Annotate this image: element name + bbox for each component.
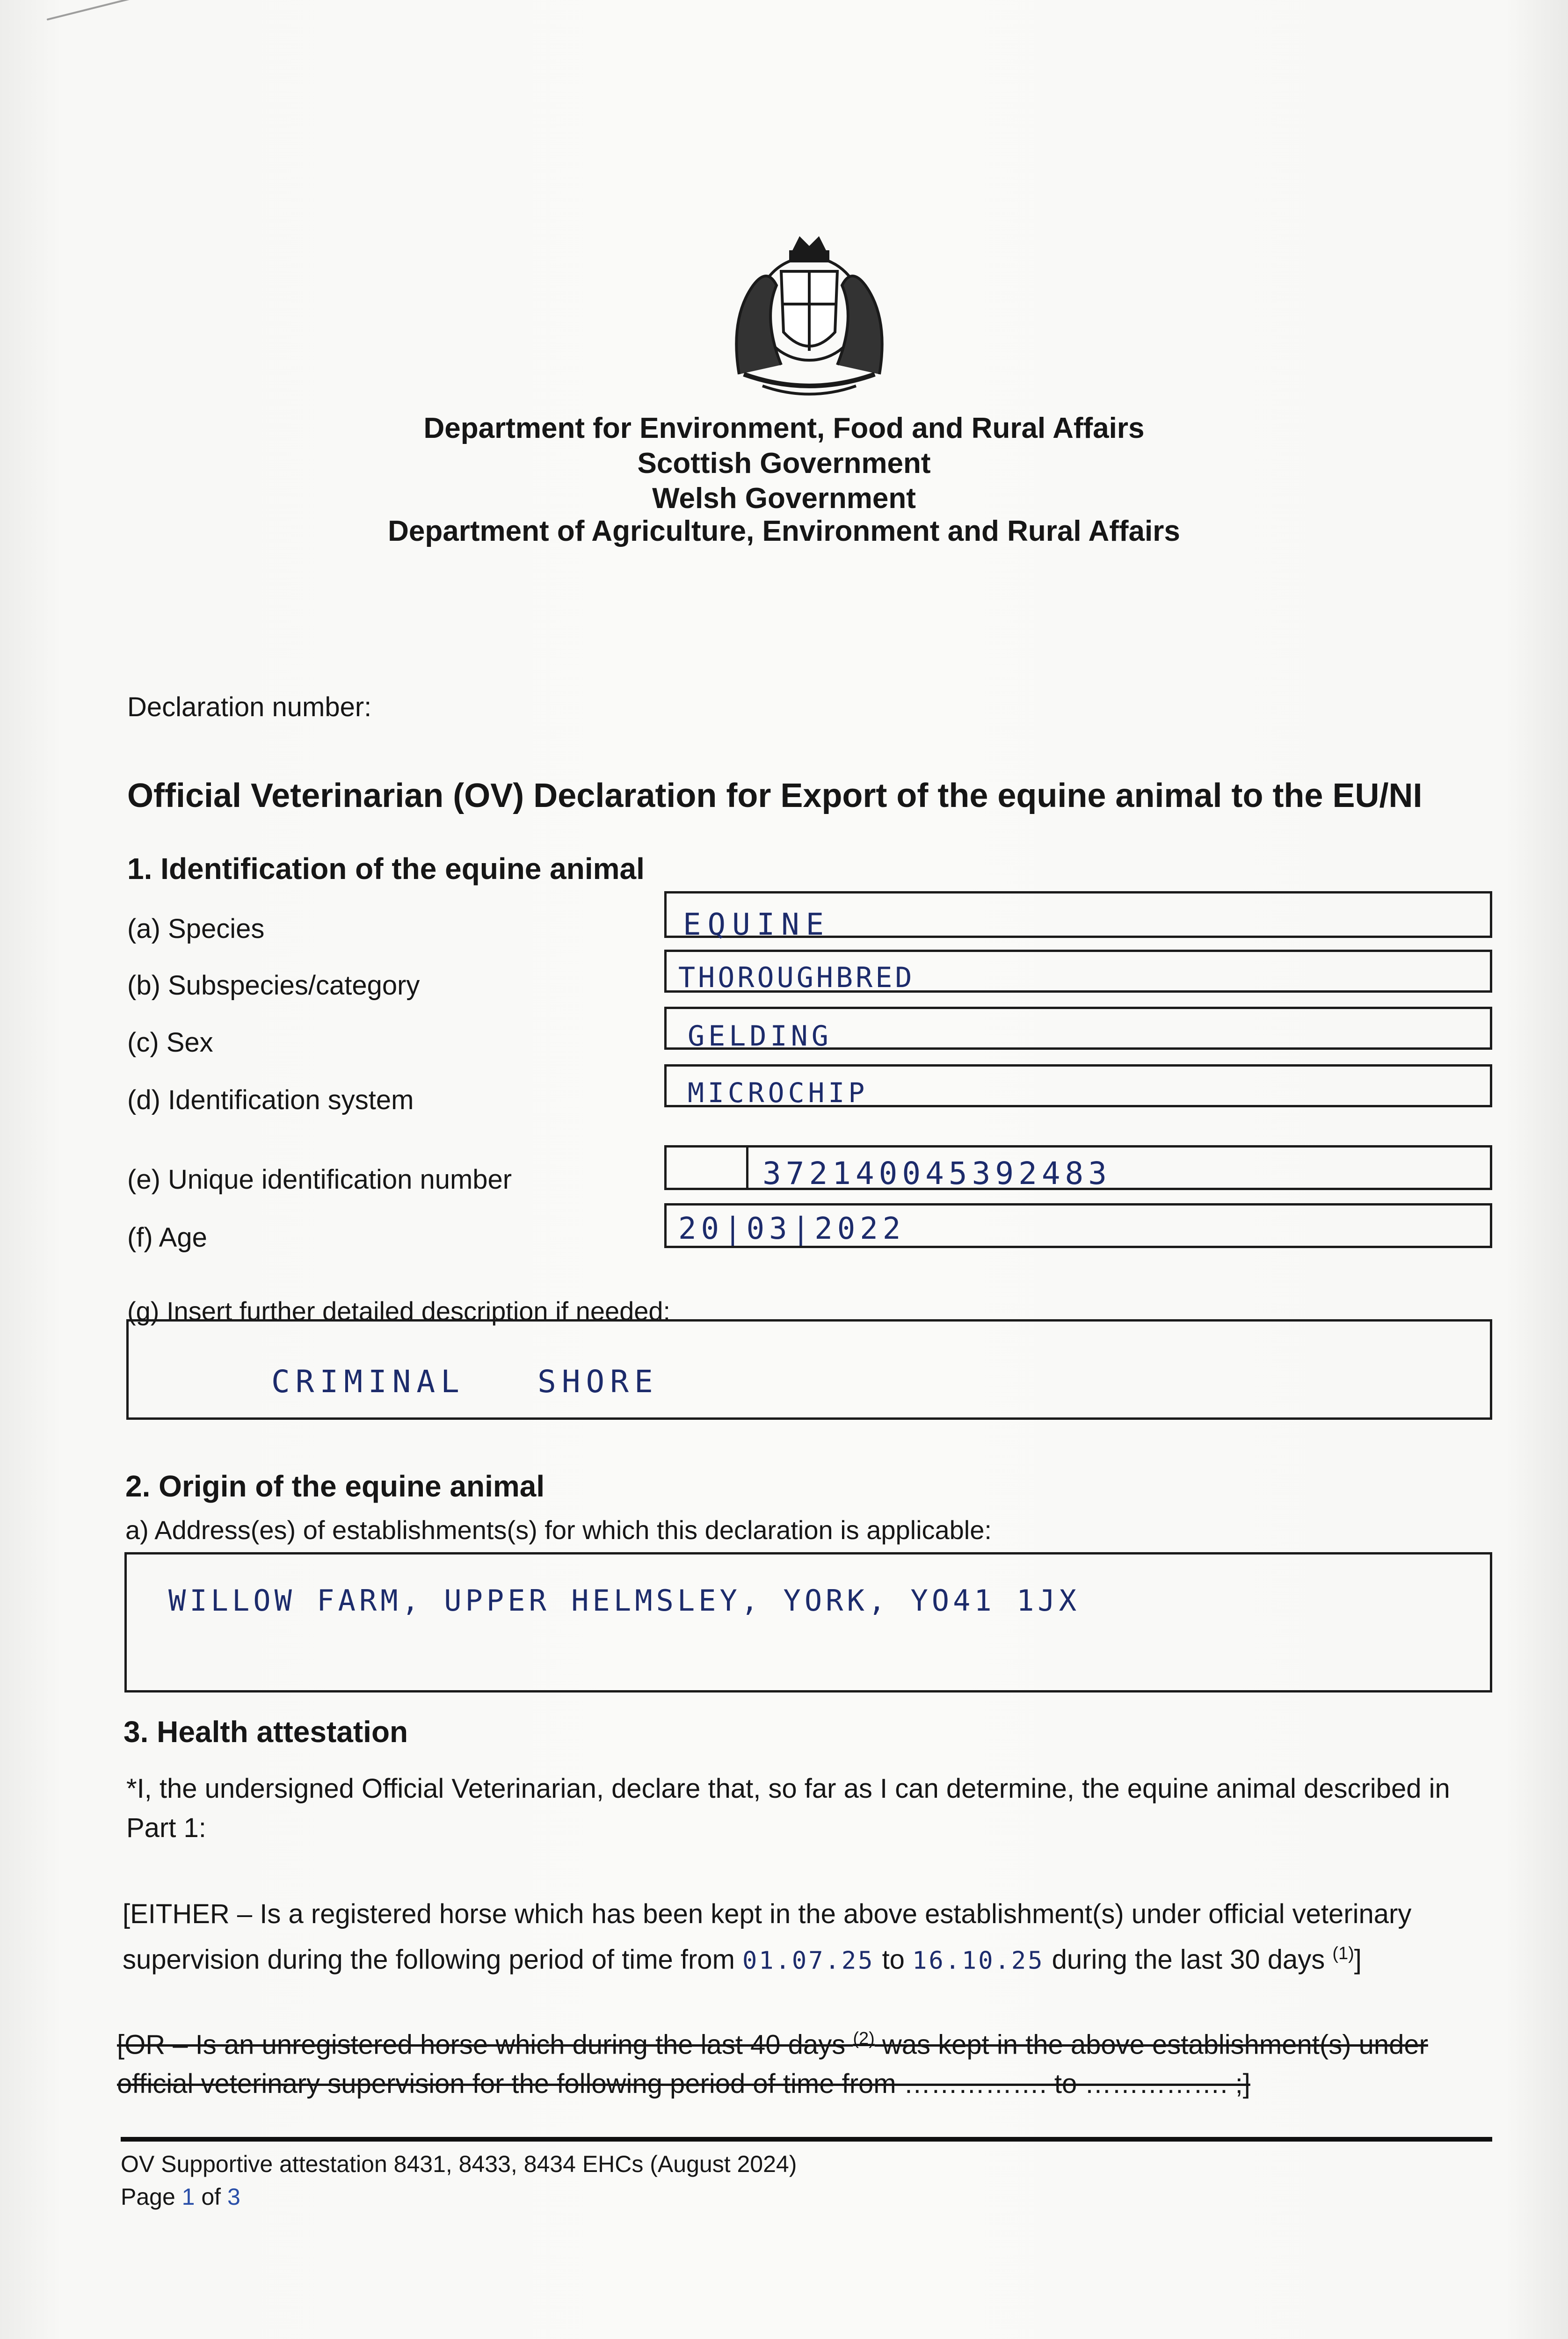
department-scottish-government: Scottish Government <box>637 447 931 479</box>
section3-heading: 3. Health attestation <box>123 1715 408 1749</box>
page-current: 1 <box>181 2184 195 2210</box>
department-defra: Department for Environment, Food and Rural Affairs <box>423 412 1145 444</box>
or-text: [OR – Is an unregistered horse which during the last 40 days <box>117 2029 853 2060</box>
form-title: Official Veterinarian (OV) Declaration for Export of the equine animal to the EU/NI <box>127 777 1423 814</box>
declaration-number-label: Declaration number: <box>127 692 372 722</box>
either-to-date: 16.10.25 <box>912 1947 1045 1975</box>
health-attestation-intro: *I, the undersigned Official Veterinarian, declare that, so far as I can determine, the equine animal described in Part 1: <box>126 1773 1450 1843</box>
pen-mark <box>47 0 147 21</box>
or-clause-struck <box>117 2019 1511 2104</box>
section2-heading: 2. Origin of the equine animal <box>125 1469 545 1503</box>
or-text-rest: was kept in the above establishment(s) under official veterinary supervision for the following period of time from ……………. to ……………. ;] <box>117 2029 1428 2099</box>
sex-label: (c) Sex <box>127 1027 213 1058</box>
subspecies-value: THOROUGHBRED <box>678 961 915 994</box>
page-total: 3 <box>227 2184 240 2210</box>
either-text: [EITHER – Is a registered horse which has been kept in the above establishment(s) under official veterinary supervision during the following period of time from <box>123 1899 1412 1975</box>
identification-system-label: (d) Identification system <box>127 1085 414 1115</box>
species-value: EQUINE <box>683 908 831 942</box>
species-label: (a) Species <box>127 914 265 944</box>
further-description-label: (g) Insert further detailed description if needed: <box>127 1296 671 1326</box>
address-label: a) Address(es) of establishments(s) for which this declaration is applicable: <box>125 1515 992 1545</box>
either-clause <box>123 1895 1493 1980</box>
or-footnote-ref: (2) <box>853 2029 875 2048</box>
page-number <box>121 2181 240 2213</box>
identification-system-value: MICROCHIP <box>688 1077 869 1109</box>
either-period-text: during the last 30 days <box>1044 1944 1333 1975</box>
page-of-word: of <box>195 2184 227 2210</box>
further-description-value: CRIMINAL SHORE <box>271 1364 659 1400</box>
age-value: 20|03|2022 <box>678 1212 906 1246</box>
uid-value: 372140045392483 <box>762 1155 1112 1191</box>
department-daera: Department of Agriculture, Environment and Rural Affairs <box>388 515 1180 547</box>
footer-divider <box>121 2137 1492 2142</box>
either-footnote-ref: (1) <box>1332 1944 1354 1963</box>
footer-doc-ref: OV Supportive attestation 8431, 8433, 8434 EHCs (August 2024) <box>121 2151 797 2177</box>
royal-coat-of-arms-icon <box>711 225 907 402</box>
sex-value: GELDING <box>688 1020 832 1053</box>
age-label: (f) Age <box>127 1222 207 1253</box>
either-to-word: to <box>874 1944 913 1975</box>
section1-heading: 1. Identification of the equine animal <box>127 852 645 886</box>
either-from-date: 01.07.25 <box>742 1947 875 1975</box>
address-value: WILLOW FARM, UPPER HELMSLEY, YORK, YO41 1JX <box>168 1584 1081 1618</box>
address-field[interactable] <box>124 1552 1492 1693</box>
uid-label: (e) Unique identification number <box>127 1164 512 1195</box>
department-welsh-government: Welsh Government <box>652 482 916 515</box>
subspecies-label: (b) Subspecies/category <box>127 970 420 1001</box>
page-word: Page <box>121 2184 182 2210</box>
uid-divider <box>746 1147 748 1188</box>
either-close-bracket: ] <box>1354 1944 1362 1975</box>
